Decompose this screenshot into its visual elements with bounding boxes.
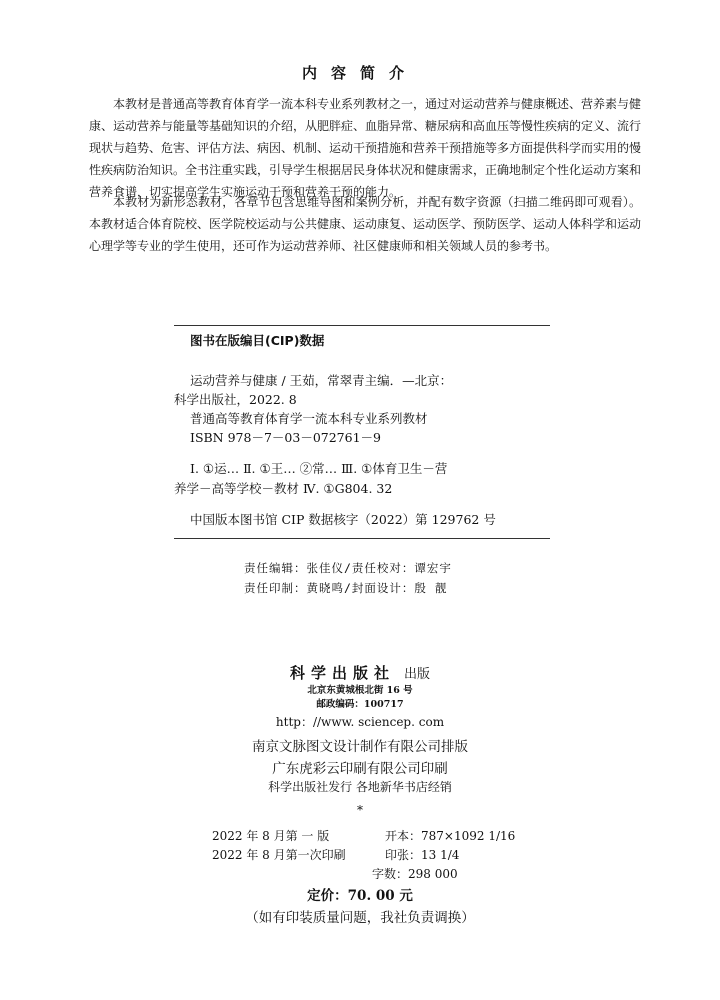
first-edition: 2022 年 8 月第 一 版 (212, 829, 330, 843)
summary-paragraph-1: 本教材是普通高等教育体育学一流本科专业系列教材之一，通过对运动营养与健康概述、营养素与健康、运动营养与能量等基础知识的介绍，从肥胖症、血脂异常、糖尿病和高血压等慢性疾病的定义、流行现状与趋势、危害、评估方法、病因、机制、运动干预措施和营养干预措施等多方面提供科学而实用的慢性疾病防治知识。全书注重实践，引导学生根据居民身体状况和健康需求，正确地制定个性化运动方案和营养食谱，切实提高学生实施运动干预和营养干预的能力。 (89, 97, 642, 199)
editors-line-2: 责任印制：黄晓鸣/封面设计：殷 靓 (244, 581, 448, 595)
cip-verification: 中国版本图书馆 CIP 数据核字（2022）第 129762 号 (190, 512, 496, 527)
publisher-logo: 科学出版社 (289, 664, 395, 682)
cip-heading: 图书在版编目(CIP)数据 (190, 333, 325, 348)
cip-bottom-rule (174, 538, 550, 539)
price: 定价：70. 00 元 (307, 888, 413, 904)
cip-line-1: 运动营养与健康 / 王茹，常翠青主编．—北京： (190, 373, 453, 388)
first-printing: 2022 年 8 月第一次印刷 (212, 848, 346, 862)
cip-line-6: 养学－高等学校－教材 Ⅳ. ①G804. 32 (174, 481, 393, 496)
printer: 广东虎彩云印刷有限公司印刷 (272, 761, 448, 777)
format: 开本：787×1092 1/16 (385, 829, 516, 843)
publisher-address: 北京东黄城根北街 16 号 (307, 685, 413, 696)
quality-notice: （如有印装质量问题，我社负责调换） (245, 910, 475, 926)
publisher-website: http：//www. sciencep. com (275, 715, 445, 729)
sheets: 印张：13 1/4 (385, 848, 460, 862)
summary-paragraph-2: 本教材为新形态教材，各章节包含思维导图和案例分析，并配有数字资源（扫描二维码即可观看）。本教材适合体育院校、医学院校运动与公共健康、运动康复、运动医学、预防医学、运动人体科学和运动心理学等专业的学生使用，还可作为运动营养师、社区健康师和相关领域人员的参考书。 (89, 195, 642, 253)
publisher-line (0, 662, 720, 683)
cip-isbn: ISBN 978－7－03－072761－9 (190, 430, 381, 445)
publisher-suffix: 出版 (404, 667, 431, 682)
typesetter: 南京文脉图文设计制作有限公司排版 (252, 739, 468, 755)
publisher-postcode: 邮政编码：100717 (316, 699, 404, 710)
editors-line-1: 责任编辑：张佳仪/责任校对：谭宏宇 (244, 561, 452, 575)
cip-line-3: 普通高等教育体育学一流本科专业系列教材 (190, 411, 428, 426)
word-count: 字数：298 000 (372, 867, 458, 881)
separator-star: * (357, 803, 363, 817)
cip-line-2: 科学出版社，2022. 8 (174, 392, 297, 407)
distribution: 科学出版社发行 各地新华书店经销 (268, 780, 452, 794)
summary-title: 内容简介 (301, 64, 418, 82)
cip-line-5: Ⅰ. ①运… Ⅱ. ①王… ②常… Ⅲ. ①体育卫生－营 (190, 461, 448, 476)
cip-top-rule (174, 325, 550, 326)
